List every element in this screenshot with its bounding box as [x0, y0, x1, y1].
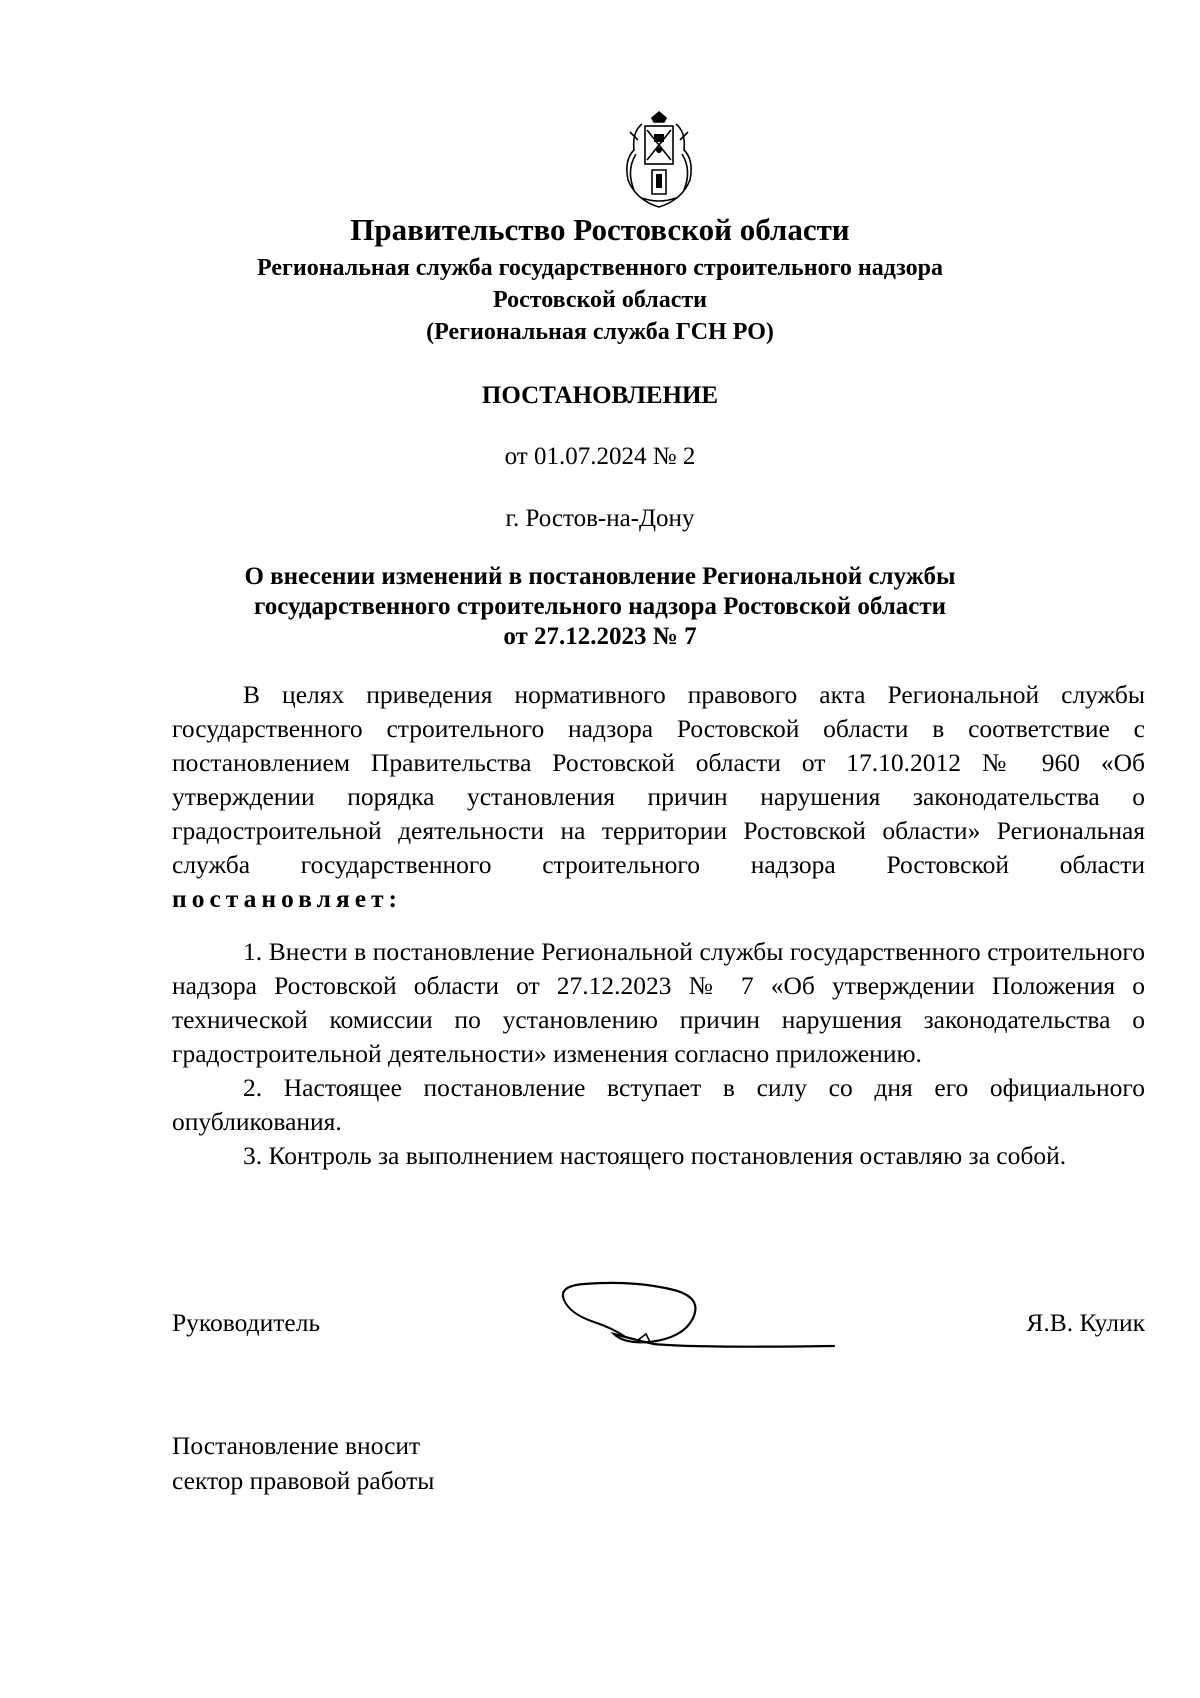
decree-items: [172, 935, 1145, 1173]
subject-line-1: О внесении изменений в постановление Региональной службы: [244, 563, 956, 590]
signatory-role: Руководитель: [172, 1308, 321, 1337]
document-subject: [0, 562, 1200, 652]
subject-line-2: государственного строительного надзора Ростовской области: [253, 593, 947, 620]
footer-line-1: Постановление вносит: [172, 1431, 421, 1460]
agency-name: [0, 252, 1200, 348]
decree-item-3: 3. Контроль за выполнением настоящего постановления оставляю за собой.: [243, 1141, 1067, 1170]
footer-line-2: сектор правовой работы: [172, 1466, 435, 1495]
preamble-paragraph: [172, 678, 1145, 916]
decree-item-1: 1. Внести в постановление Региональной службы государственного строительного надзора Ростовской области от 27.12.2023 № 7 «Об утверждении Положения о технической комиссии по установлению причин нарушения законодательства о градостроительной деятельности» изменения согласно приложению.: [172, 937, 1145, 1068]
government-title: Правительство Ростовской области: [350, 212, 850, 247]
footer-note: [172, 1428, 434, 1498]
agency-line-2: Ростовской области: [493, 287, 707, 313]
decree-item-2: 2. Настоящее постановление вступает в силу со дня его официального опубликования.: [172, 1073, 1145, 1136]
signatory-name: Я.В. Кулик: [1026, 1308, 1145, 1337]
handwritten-signature: [554, 1278, 844, 1358]
signature-block: [172, 1308, 1145, 1368]
coat-of-arms-emblem: [612, 110, 707, 210]
preamble-text: В целях приведения нормативного правового акта Региональной службы государственного строительного надзора Ростовской области в соответствие с постановлением Правительства Ростовской области от 17.10.2012 № 960 «Об утверждении порядка установления причин нарушения законодательства о градостроительной деятельности на территории Ростовской области» Региональная служба государственного строительного надзора Ростовской области: [172, 680, 1145, 879]
document-number: от 01.07.2024 № 2: [504, 443, 696, 470]
decree-word: постановляет:: [172, 884, 403, 913]
subject-line-3: от 27.12.2023 № 7: [503, 623, 697, 650]
document-city: г. Ростов-на-Дону: [505, 505, 695, 532]
document-type: ПОСТАНОВЛЕНИЕ: [481, 382, 719, 409]
agency-short-name: (Региональная служба ГСН РО): [426, 319, 774, 345]
agency-line-1: Региональная служба государственного строительного надзора: [257, 255, 943, 281]
